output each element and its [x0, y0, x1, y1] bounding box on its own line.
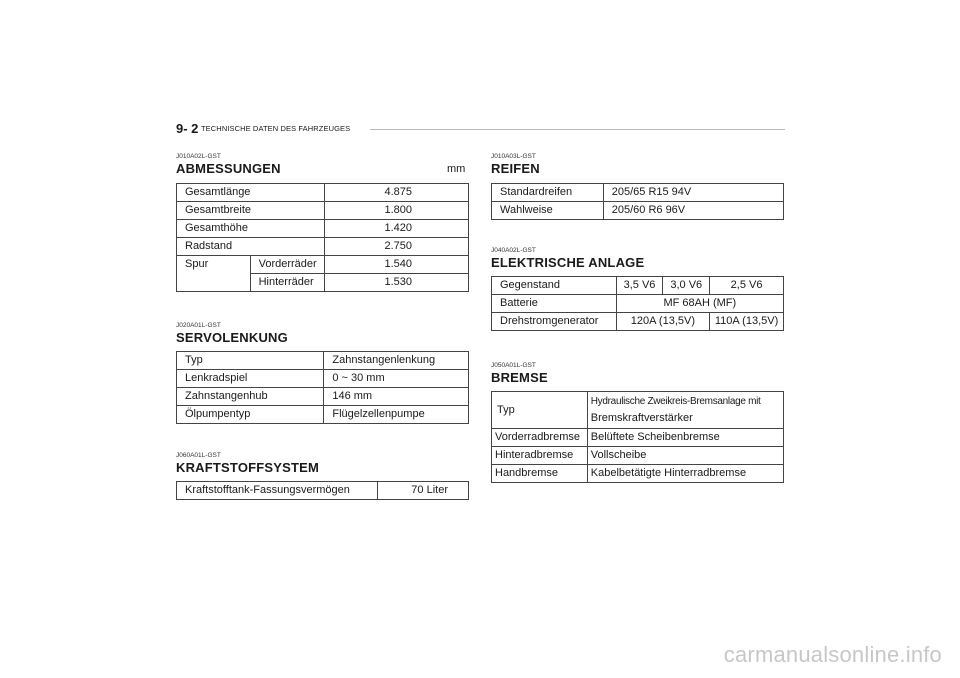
servolenkung-title: SERVOLENKUNG: [176, 330, 288, 345]
brake-value: Vollscheibe: [587, 447, 783, 465]
abmessungen-table: [176, 183, 469, 292]
servolenkung-code: J020A01L-GST: [176, 322, 221, 329]
bremse-table: [491, 391, 784, 483]
elektrik-code: J040A02L-GST: [491, 247, 536, 254]
table-row: [492, 277, 784, 295]
kraftstoff-table: [176, 481, 469, 500]
dimension-value: 1.800: [324, 202, 468, 220]
table-row: [492, 429, 784, 447]
fuel-tank-value: 70 Liter: [378, 482, 469, 500]
page-number: 9- 2: [176, 121, 199, 136]
table-row: [177, 184, 469, 202]
tire-value: 205/65 R15 94V: [603, 184, 783, 202]
elektrik-table: [491, 276, 784, 331]
dimension-value: 1.420: [324, 220, 468, 238]
steering-label: Ölpumpentyp: [177, 406, 324, 424]
tire-label: Wahlweise: [492, 202, 604, 220]
brake-label: Hinteradbremse: [492, 447, 588, 465]
steering-value: Flügelzellenpumpe: [324, 406, 469, 424]
abmessungen-code: J010A02L-GST: [176, 153, 221, 160]
brake-typ-value: [587, 392, 783, 429]
spur-front-label: Vorderräder: [250, 256, 324, 274]
watermark: carmanualsonline.info: [723, 642, 942, 667]
table-row: [492, 202, 784, 220]
brake-label: Handbremse: [492, 465, 588, 483]
table-row: [177, 202, 469, 220]
abmessungen-unit: mm: [447, 163, 466, 175]
battery-label: Batterie: [492, 295, 617, 313]
table-row: [177, 220, 469, 238]
battery-value: MF 68AH (MF): [616, 295, 783, 313]
table-row: [492, 184, 784, 202]
table-row: [177, 256, 469, 274]
servolenkung-table: [176, 351, 469, 424]
table-row: [177, 370, 469, 388]
generator-value-2-5: 110A (13,5V): [710, 313, 784, 331]
abmessungen-title: ABMESSUNGEN: [176, 161, 281, 176]
brake-value: Belüftete Scheibenbremse: [587, 429, 783, 447]
kraftstoff-code: J060A01L-GST: [176, 452, 221, 459]
spur-rear-value: 1.530: [324, 274, 468, 292]
dimension-value: 4.875: [324, 184, 468, 202]
steering-label: Typ: [177, 352, 324, 370]
elektrik-title: ELEKTRISCHE ANLAGE: [491, 255, 645, 270]
table-row: [177, 406, 469, 424]
dimension-label: Gesamtlänge: [177, 184, 325, 202]
table-row: [177, 482, 469, 500]
steering-label: Lenkradspiel: [177, 370, 324, 388]
reifen-table: [491, 183, 784, 220]
spur-label: Spur: [177, 256, 251, 292]
spur-front-value: 1.540: [324, 256, 468, 274]
tire-label: Standardreifen: [492, 184, 604, 202]
table-row: [492, 465, 784, 483]
steering-value: 0 ~ 30 mm: [324, 370, 469, 388]
engine-3-0-v6: 3,0 V6: [663, 277, 710, 295]
bremse-code: J050A01L-GST: [491, 362, 536, 369]
brake-typ-label: Typ: [492, 392, 588, 429]
steering-value: Zahnstangenlenkung: [324, 352, 469, 370]
page-header-title: TECHNISCHE DATEN DES FAHRZEUGES: [201, 124, 351, 133]
reifen-code: J010A03L-GST: [491, 153, 536, 160]
brake-label: Vorderradbremse: [492, 429, 588, 447]
electrical-head-label: Gegenstand: [492, 277, 617, 295]
engine-2-5-v6: 2,5 V6: [710, 277, 784, 295]
table-row: [492, 313, 784, 331]
brake-typ-line1: Hydraulische Zweikreis-Bremsanlage mit: [590, 396, 761, 407]
table-row: [492, 447, 784, 465]
reifen-title: REIFEN: [491, 161, 540, 176]
table-row: [492, 295, 784, 313]
header-divider: [370, 129, 785, 130]
brake-typ-line2: Bremskraftverstärker: [590, 412, 693, 424]
tire-value: 205/60 R6 96V: [603, 202, 783, 220]
fuel-tank-label: Kraftstofftank-Fassungsvermögen: [177, 482, 378, 500]
dimension-value: 2.750: [324, 238, 468, 256]
table-row: [177, 388, 469, 406]
table-row: [492, 392, 784, 429]
dimension-label: Radstand: [177, 238, 325, 256]
table-row: [177, 238, 469, 256]
bremse-title: BREMSE: [491, 370, 548, 385]
steering-label: Zahnstangenhub: [177, 388, 324, 406]
brake-value: Kabelbetätigte Hinterradbremse: [587, 465, 783, 483]
spur-rear-label: Hinterräder: [250, 274, 324, 292]
generator-label: Drehstromgenerator: [492, 313, 617, 331]
dimension-label: Gesamtbreite: [177, 202, 325, 220]
kraftstoff-title: KRAFTSTOFFSYSTEM: [176, 460, 320, 475]
generator-value-v6: 120A (13,5V): [616, 313, 709, 331]
table-row: [177, 352, 469, 370]
steering-value: 146 mm: [324, 388, 469, 406]
dimension-label: Gesamthöhe: [177, 220, 325, 238]
engine-3-5-v6: 3,5 V6: [616, 277, 663, 295]
